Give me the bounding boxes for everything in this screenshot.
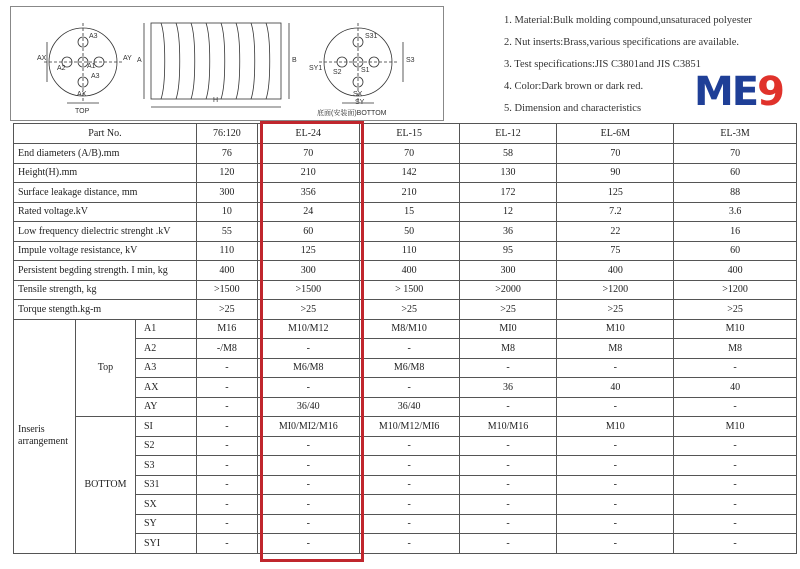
table-cell: >1500 — [196, 280, 257, 300]
drawing-lines — [11, 7, 445, 122]
row-label: Height(H).mm — [14, 163, 197, 183]
table-cell: - — [196, 456, 257, 476]
label-ay: AY — [123, 55, 132, 62]
table-cell: - — [674, 475, 797, 495]
table-cell: 70 — [359, 144, 459, 164]
label-ax: AX — [77, 91, 87, 98]
table-cell: 16 — [674, 222, 797, 242]
table-cell: - — [557, 358, 674, 378]
table-cell: - — [257, 378, 359, 398]
model-header: EL-15 — [359, 124, 459, 144]
insert-code: SI — [135, 417, 196, 437]
model-header: EL-12 — [459, 124, 557, 144]
table-cell: 70 — [257, 144, 359, 164]
table-header-row — [14, 124, 797, 144]
note-material: 1. Material:Bulk molding compound,unsaturaced polyester — [504, 15, 752, 26]
table-cell: 300 — [459, 261, 557, 281]
table-row — [14, 300, 797, 320]
row-label: End diameters (A/B).mm — [14, 144, 197, 164]
table-cell: >25 — [257, 300, 359, 320]
table-cell: 50 — [359, 222, 459, 242]
label-a3-bottom: A3 — [91, 73, 100, 80]
table-cell: 70 — [674, 144, 797, 164]
table-cell: >1200 — [557, 280, 674, 300]
label-s31: S31 — [365, 33, 378, 40]
bottom-group-label: BOTTOM — [75, 417, 135, 554]
table-row — [14, 319, 797, 339]
table-cell: M8 — [557, 339, 674, 359]
table-cell: M10 — [674, 319, 797, 339]
table-cell: 40 — [557, 378, 674, 398]
table-cell: >25 — [557, 300, 674, 320]
insert-code: A1 — [135, 319, 196, 339]
model-header: EL-6M — [557, 124, 674, 144]
table-cell: 7.2 — [557, 202, 674, 222]
label-sy1: SY1 — [309, 65, 323, 72]
table-cell: MI0/MI2/M16 — [257, 417, 359, 437]
table-row — [14, 163, 797, 183]
label-ax-vertical: AX — [37, 55, 47, 62]
table-cell: - — [196, 397, 257, 417]
table-cell: MI0 — [459, 319, 557, 339]
table-cell: 142 — [359, 163, 459, 183]
row-label: Persistent begding strength. I min, kg — [14, 261, 197, 281]
table-cell: - — [459, 514, 557, 534]
table-cell: - — [557, 495, 674, 515]
table-cell: 36/40 — [359, 397, 459, 417]
table-cell: - — [359, 534, 459, 554]
table-cell: >25 — [196, 300, 257, 320]
table-cell: M10 — [557, 417, 674, 437]
insert-code: SYI — [135, 534, 196, 554]
row-label: Impule voltage resistance, kV — [14, 241, 197, 261]
label-a: A — [137, 57, 142, 64]
row-label: Tensile strength, kg — [14, 280, 197, 300]
label-top: TOP — [75, 108, 90, 115]
table-cell: 172 — [459, 183, 557, 203]
table-cell: - — [459, 397, 557, 417]
label-a1: A1 — [87, 63, 96, 70]
table-cell: 60 — [674, 163, 797, 183]
insert-code: AX — [135, 378, 196, 398]
model-header: EL-24 — [257, 124, 359, 144]
label-sy: SY — [355, 99, 365, 106]
table-row — [14, 144, 797, 164]
row-label: Rated voltage.kV — [14, 202, 197, 222]
table-cell: - — [196, 358, 257, 378]
table-cell: - — [674, 456, 797, 476]
table-cell: - — [359, 339, 459, 359]
note-color: 4. Color:Dark brown or dark red. — [504, 81, 644, 92]
table-cell: 356 — [257, 183, 359, 203]
table-cell: M10 — [557, 319, 674, 339]
table-cell: 22 — [557, 222, 674, 242]
insert-code: A3 — [135, 358, 196, 378]
table-cell: 76 — [196, 144, 257, 164]
table-cell: - — [196, 378, 257, 398]
table-cell: - — [459, 358, 557, 378]
table-cell: 60 — [674, 241, 797, 261]
table-cell: 210 — [359, 183, 459, 203]
table-cell: 300 — [257, 261, 359, 281]
table-cell: - — [196, 436, 257, 456]
table-cell: M10/M12 — [257, 319, 359, 339]
table-cell: 95 — [459, 241, 557, 261]
table-cell: - — [359, 436, 459, 456]
table-cell: 110 — [359, 241, 459, 261]
table-cell: 300 — [196, 183, 257, 203]
table-cell: - — [359, 514, 459, 534]
table-cell: - — [359, 475, 459, 495]
table-cell: 10 — [196, 202, 257, 222]
spec-table — [13, 123, 797, 554]
note-dimension: 5. Dimension and characteristics — [504, 103, 642, 114]
table-cell: - — [674, 358, 797, 378]
note-nut-inserts: 2. Nut inserts:Brass,various specifications are available. — [504, 37, 740, 48]
label-s1: S1 — [361, 67, 370, 74]
brand-logo: ME9 — [694, 69, 783, 115]
table-cell: 130 — [459, 163, 557, 183]
table-cell: - — [257, 534, 359, 554]
table-cell: 36/40 — [257, 397, 359, 417]
table-cell: 70 — [557, 144, 674, 164]
table-cell: - — [459, 534, 557, 554]
part-no-header: Part No. — [14, 124, 197, 144]
table-cell: - — [196, 475, 257, 495]
table-cell: 24 — [257, 202, 359, 222]
note-test-specs: 3. Test specifications:JIS C3801and JIS C3851 — [504, 59, 701, 70]
table-cell: - — [257, 495, 359, 515]
insert-code: SX — [135, 495, 196, 515]
table-cell: 40 — [674, 378, 797, 398]
table-cell: 15 — [359, 202, 459, 222]
table-cell: - — [557, 514, 674, 534]
table-cell: - — [674, 397, 797, 417]
table-cell: M8 — [459, 339, 557, 359]
table-cell: 36 — [459, 222, 557, 242]
label-b: B — [292, 57, 297, 64]
insert-code: AY — [135, 397, 196, 417]
table-cell: - — [257, 456, 359, 476]
table-cell: - — [557, 456, 674, 476]
model-header: EL-3M — [674, 124, 797, 144]
table-cell: - — [359, 456, 459, 476]
table-cell: - — [557, 534, 674, 554]
table-cell: > 1500 — [359, 280, 459, 300]
row-label: Low frequency dielectric strenght .kV — [14, 222, 197, 242]
table-cell: - — [459, 436, 557, 456]
table-cell: - — [459, 475, 557, 495]
model-header: 76:120 — [196, 124, 257, 144]
table-cell: 400 — [359, 261, 459, 281]
technical-drawing — [10, 6, 444, 121]
table-cell: M8/M10 — [359, 319, 459, 339]
table-cell: - — [557, 475, 674, 495]
table-cell: 12 — [459, 202, 557, 222]
table-cell: - — [674, 534, 797, 554]
inserts-arrangement-label: Inseris arrangement — [14, 319, 76, 553]
table-cell: - — [196, 495, 257, 515]
table-cell: M16 — [196, 319, 257, 339]
table-cell: 58 — [459, 144, 557, 164]
table-cell: - — [196, 534, 257, 554]
row-label: Surface leakage distance, mm — [14, 183, 197, 203]
table-row — [14, 280, 797, 300]
table-cell: 400 — [196, 261, 257, 281]
table-cell: 120 — [196, 163, 257, 183]
label-sx: SX — [353, 91, 363, 98]
table-cell: 88 — [674, 183, 797, 203]
table-row — [14, 202, 797, 222]
insert-code: SY — [135, 514, 196, 534]
label-s3: S3 — [406, 57, 415, 64]
insert-code: S3 — [135, 456, 196, 476]
table-cell: - — [674, 495, 797, 515]
table-cell: 75 — [557, 241, 674, 261]
table-cell: 400 — [557, 261, 674, 281]
table-cell: - — [459, 495, 557, 515]
table-cell: -/M8 — [196, 339, 257, 359]
table-cell: - — [359, 495, 459, 515]
table-cell: - — [257, 475, 359, 495]
table-cell: - — [674, 514, 797, 534]
table-cell: M8 — [674, 339, 797, 359]
table-cell: - — [257, 514, 359, 534]
label-bottom: 底面(安装面)BOTTOM — [317, 110, 387, 117]
insert-code: S31 — [135, 475, 196, 495]
table-row — [14, 261, 797, 281]
table-cell: M10/M12/MI6 — [359, 417, 459, 437]
top-group-label: Top — [75, 319, 135, 417]
table-cell: 55 — [196, 222, 257, 242]
table-cell: >25 — [459, 300, 557, 320]
label-s2: S2 — [333, 69, 342, 76]
label-a3-top: A3 — [89, 33, 98, 40]
table-cell: - — [196, 514, 257, 534]
table-row — [14, 222, 797, 242]
table-cell: - — [196, 417, 257, 437]
table-cell: 400 — [674, 261, 797, 281]
insert-code: A2 — [135, 339, 196, 359]
table-cell: >1200 — [674, 280, 797, 300]
table-row — [14, 417, 797, 437]
label-h: H — [213, 97, 219, 104]
table-cell: M10 — [674, 417, 797, 437]
table-cell: M6/M8 — [257, 358, 359, 378]
table-cell: 125 — [557, 183, 674, 203]
table-cell: - — [359, 378, 459, 398]
table-cell: - — [459, 456, 557, 476]
table-cell: 110 — [196, 241, 257, 261]
row-label: Torque stength.kg-m — [14, 300, 197, 320]
table-cell: - — [674, 436, 797, 456]
table-cell: 3.6 — [674, 202, 797, 222]
table-cell: - — [557, 436, 674, 456]
label-a2: A2 — [57, 65, 66, 72]
table-cell: >25 — [359, 300, 459, 320]
table-row — [14, 241, 797, 261]
table-cell: 60 — [257, 222, 359, 242]
table-cell: 125 — [257, 241, 359, 261]
insert-code: S2 — [135, 436, 196, 456]
table-cell: >1500 — [257, 280, 359, 300]
table-cell: 36 — [459, 378, 557, 398]
table-row — [14, 183, 797, 203]
table-cell: - — [257, 436, 359, 456]
table-cell: - — [257, 339, 359, 359]
table-cell: >25 — [674, 300, 797, 320]
table-cell: 210 — [257, 163, 359, 183]
table-cell: - — [557, 397, 674, 417]
table-cell: M10/M16 — [459, 417, 557, 437]
table-cell: M6/M8 — [359, 358, 459, 378]
table-cell: >2000 — [459, 280, 557, 300]
table-cell: 90 — [557, 163, 674, 183]
